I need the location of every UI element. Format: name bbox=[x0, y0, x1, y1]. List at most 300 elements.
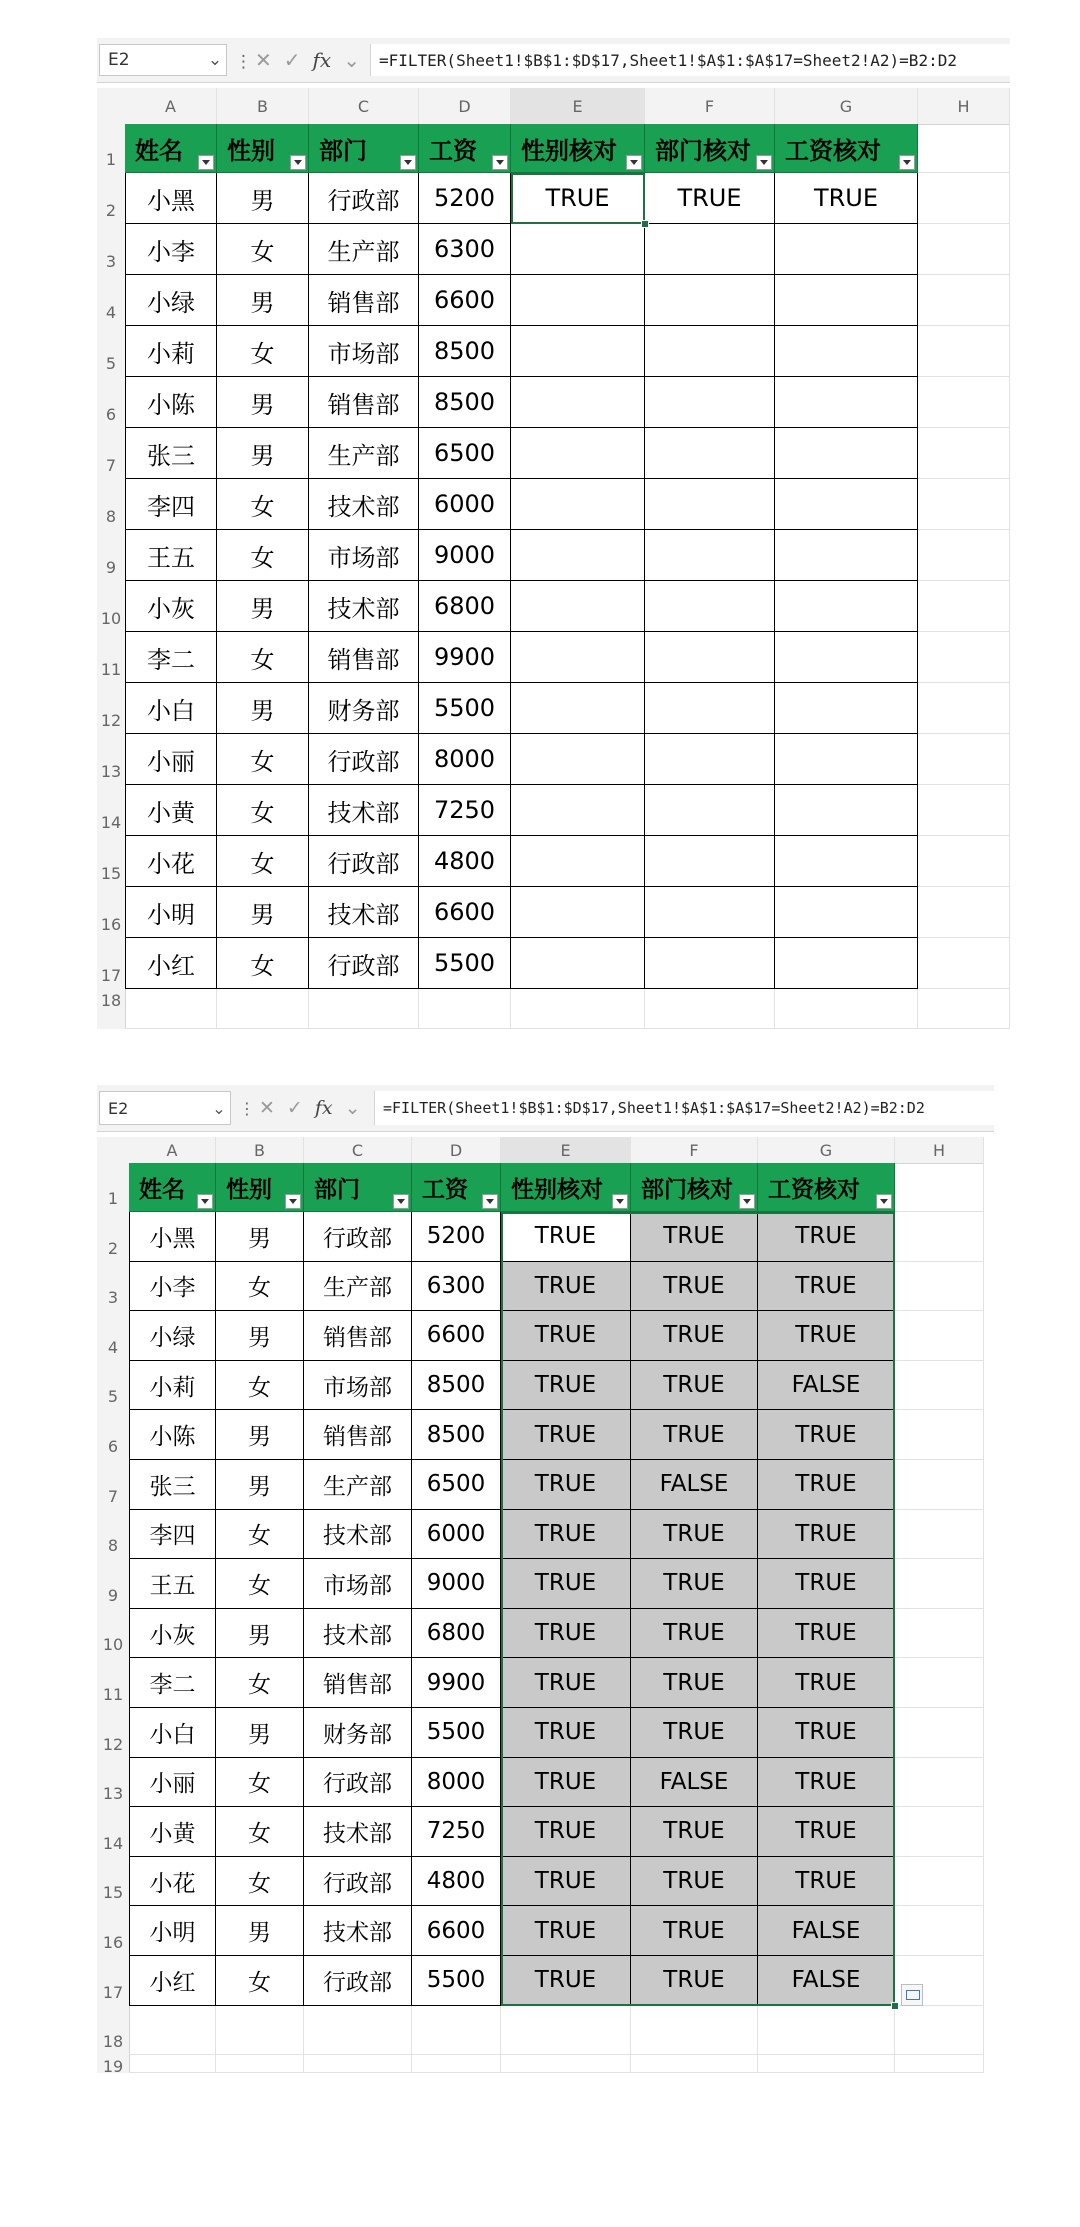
name-box[interactable] bbox=[99, 1091, 231, 1125]
data-cell[interactable]: 4800 bbox=[412, 1857, 501, 1907]
cell[interactable] bbox=[631, 2055, 758, 2073]
check-icon[interactable]: ✓ bbox=[286, 1097, 303, 1119]
check-cell[interactable]: FALSE bbox=[631, 1758, 758, 1808]
cell[interactable] bbox=[895, 1510, 984, 1560]
row-header-11[interactable]: 11 bbox=[102, 1684, 124, 1704]
check-cell[interactable] bbox=[511, 377, 645, 428]
data-cell[interactable]: 张三 bbox=[129, 1460, 216, 1510]
check-cell[interactable] bbox=[645, 428, 775, 479]
check-cell[interactable] bbox=[645, 377, 775, 428]
data-cell[interactable]: 6300 bbox=[412, 1262, 501, 1312]
cell[interactable] bbox=[918, 632, 1010, 683]
column-header-g[interactable]: G bbox=[758, 1137, 895, 1163]
data-cell[interactable]: 7250 bbox=[419, 785, 511, 836]
data-cell[interactable]: 销售部 bbox=[309, 377, 419, 428]
data-cell[interactable]: 市场部 bbox=[304, 1361, 412, 1411]
check-cell[interactable] bbox=[645, 326, 775, 377]
check-cell[interactable]: TRUE bbox=[758, 1758, 895, 1808]
data-cell[interactable]: 财务部 bbox=[309, 683, 419, 734]
row-header-6[interactable]: 6 bbox=[107, 1436, 119, 1456]
header-cell[interactable]: 姓名 bbox=[125, 124, 217, 173]
cell[interactable] bbox=[918, 836, 1010, 887]
data-cell[interactable]: 6500 bbox=[412, 1460, 501, 1510]
check-cell[interactable] bbox=[511, 734, 645, 785]
header-cell[interactable]: 部门 bbox=[304, 1163, 412, 1212]
check-cell[interactable]: TRUE bbox=[631, 1956, 758, 2006]
data-cell[interactable]: 行政部 bbox=[304, 1857, 412, 1907]
data-cell[interactable]: 生产部 bbox=[309, 224, 419, 275]
check-cell[interactable] bbox=[775, 887, 918, 938]
row-header-8[interactable]: 8 bbox=[107, 1536, 119, 1556]
check-cell[interactable] bbox=[511, 530, 645, 581]
check-cell[interactable]: TRUE bbox=[501, 1559, 631, 1609]
row-header-18[interactable]: 18 bbox=[102, 2032, 124, 2052]
data-cell[interactable]: 小黄 bbox=[129, 1807, 216, 1857]
check-cell[interactable]: TRUE bbox=[501, 1708, 631, 1758]
cell[interactable] bbox=[895, 1212, 984, 1262]
more-options-icon[interactable]: ⋮ bbox=[239, 1099, 255, 1118]
data-cell[interactable]: 小莉 bbox=[129, 1361, 216, 1411]
cell[interactable] bbox=[309, 989, 419, 1029]
data-cell[interactable]: 小陈 bbox=[129, 1410, 216, 1460]
data-cell[interactable]: 6600 bbox=[419, 275, 511, 326]
cell[interactable] bbox=[895, 1460, 984, 1510]
chevron-down-icon[interactable]: ⌄ bbox=[343, 48, 360, 72]
data-cell[interactable]: 生产部 bbox=[304, 1460, 412, 1510]
cell[interactable] bbox=[304, 2006, 412, 2056]
row-header-11[interactable]: 11 bbox=[100, 660, 122, 679]
data-cell[interactable]: 销售部 bbox=[309, 632, 419, 683]
check-cell[interactable]: TRUE bbox=[631, 1410, 758, 1460]
data-cell[interactable]: 8500 bbox=[419, 377, 511, 428]
header-cell[interactable]: 性别 bbox=[216, 1163, 304, 1212]
column-header-g[interactable]: G bbox=[775, 88, 918, 124]
filter-dropdown-icon[interactable] bbox=[756, 155, 772, 170]
row-header-12[interactable]: 12 bbox=[100, 711, 122, 730]
check-cell[interactable]: TRUE bbox=[758, 1510, 895, 1560]
cell[interactable] bbox=[511, 989, 645, 1029]
check-cell[interactable]: FALSE bbox=[758, 1956, 895, 2006]
fill-handle[interactable] bbox=[891, 2002, 899, 2010]
data-cell[interactable]: 女 bbox=[217, 632, 309, 683]
name-box[interactable] bbox=[99, 44, 227, 76]
check-cell[interactable] bbox=[775, 275, 918, 326]
data-cell[interactable]: 9900 bbox=[419, 632, 511, 683]
cell[interactable] bbox=[895, 1708, 984, 1758]
check-cell[interactable] bbox=[511, 479, 645, 530]
data-cell[interactable]: 7250 bbox=[412, 1807, 501, 1857]
check-cell[interactable] bbox=[645, 224, 775, 275]
row-header-3[interactable]: 3 bbox=[107, 1288, 119, 1308]
data-cell[interactable]: 销售部 bbox=[309, 275, 419, 326]
cell[interactable] bbox=[501, 2055, 631, 2073]
check-cell[interactable]: TRUE bbox=[501, 1361, 631, 1411]
cell[interactable] bbox=[918, 428, 1010, 479]
check-cell[interactable]: TRUE bbox=[501, 1807, 631, 1857]
data-cell[interactable]: 8500 bbox=[412, 1361, 501, 1411]
data-cell[interactable]: 6600 bbox=[412, 1906, 501, 1956]
data-cell[interactable]: 财务部 bbox=[304, 1708, 412, 1758]
data-cell[interactable]: 5200 bbox=[419, 173, 511, 224]
data-cell[interactable]: 技术部 bbox=[304, 1807, 412, 1857]
data-cell[interactable]: 9000 bbox=[412, 1559, 501, 1609]
data-cell[interactable]: 6800 bbox=[419, 581, 511, 632]
fill-handle[interactable] bbox=[641, 220, 649, 228]
data-cell[interactable]: 技术部 bbox=[309, 887, 419, 938]
row-header-16[interactable]: 16 bbox=[100, 915, 122, 934]
header-cell[interactable]: 姓名 bbox=[129, 1163, 216, 1212]
data-cell[interactable]: 行政部 bbox=[309, 173, 419, 224]
cell[interactable] bbox=[918, 479, 1010, 530]
check-cell[interactable]: TRUE bbox=[758, 1410, 895, 1460]
cell[interactable] bbox=[918, 124, 1010, 173]
data-cell[interactable]: 女 bbox=[216, 1658, 304, 1708]
row-header-4[interactable]: 4 bbox=[107, 1337, 119, 1357]
cell[interactable] bbox=[125, 989, 217, 1029]
row-header-17[interactable]: 17 bbox=[100, 966, 122, 985]
check-cell[interactable]: TRUE bbox=[631, 1510, 758, 1560]
check-cell[interactable] bbox=[645, 479, 775, 530]
check-cell[interactable]: TRUE bbox=[758, 1807, 895, 1857]
row-header-1[interactable]: 1 bbox=[107, 1189, 119, 1208]
check-cell[interactable] bbox=[645, 938, 775, 989]
header-cell[interactable]: 工资核对 bbox=[775, 124, 918, 173]
data-cell[interactable]: 女 bbox=[217, 938, 309, 989]
fx-icon[interactable]: fx bbox=[312, 48, 332, 72]
data-cell[interactable]: 女 bbox=[217, 785, 309, 836]
cell[interactable] bbox=[129, 2006, 216, 2056]
cell[interactable] bbox=[895, 1311, 984, 1361]
header-cell[interactable]: 部门 bbox=[309, 124, 419, 173]
fx-icon[interactable]: fx bbox=[314, 1097, 333, 1119]
row-header-5[interactable]: 5 bbox=[105, 354, 117, 373]
check-cell[interactable]: TRUE bbox=[631, 1708, 758, 1758]
row-header-10[interactable]: 10 bbox=[100, 609, 122, 628]
data-cell[interactable]: 8000 bbox=[412, 1758, 501, 1808]
check-cell[interactable]: TRUE bbox=[758, 1460, 895, 1510]
data-cell[interactable]: 5500 bbox=[419, 938, 511, 989]
data-cell[interactable]: 小丽 bbox=[129, 1758, 216, 1808]
data-cell[interactable]: 男 bbox=[217, 377, 309, 428]
filter-dropdown-icon[interactable] bbox=[626, 155, 642, 170]
check-cell[interactable] bbox=[645, 887, 775, 938]
cell[interactable] bbox=[895, 2055, 984, 2073]
chevron-down-icon[interactable]: ⌄ bbox=[207, 50, 223, 70]
data-cell[interactable]: 男 bbox=[217, 887, 309, 938]
data-cell[interactable]: 行政部 bbox=[304, 1956, 412, 2006]
check-cell[interactable] bbox=[511, 632, 645, 683]
check-cell[interactable] bbox=[511, 938, 645, 989]
data-cell[interactable]: 小红 bbox=[129, 1956, 216, 2006]
filter-dropdown-icon[interactable] bbox=[492, 155, 508, 170]
cell[interactable] bbox=[895, 1361, 984, 1411]
check-cell[interactable] bbox=[511, 428, 645, 479]
cell[interactable] bbox=[895, 1410, 984, 1460]
cell[interactable] bbox=[129, 2055, 216, 2073]
data-cell[interactable]: 王五 bbox=[129, 1559, 216, 1609]
row-header-7[interactable]: 7 bbox=[107, 1486, 119, 1506]
check-icon[interactable]: ✓ bbox=[283, 48, 301, 72]
check-cell[interactable]: TRUE bbox=[501, 1410, 631, 1460]
check-cell[interactable]: TRUE bbox=[758, 1857, 895, 1907]
check-cell[interactable]: TRUE bbox=[631, 1311, 758, 1361]
data-cell[interactable]: 技术部 bbox=[309, 479, 419, 530]
check-cell[interactable] bbox=[645, 683, 775, 734]
header-cell[interactable]: 工资 bbox=[412, 1163, 501, 1212]
data-cell[interactable]: 4800 bbox=[419, 836, 511, 887]
data-cell[interactable]: 生产部 bbox=[304, 1262, 412, 1312]
cell[interactable] bbox=[412, 2055, 501, 2073]
data-cell[interactable]: 小红 bbox=[125, 938, 217, 989]
check-cell[interactable]: TRUE bbox=[758, 1559, 895, 1609]
check-cell[interactable] bbox=[511, 836, 645, 887]
check-cell[interactable] bbox=[775, 224, 918, 275]
check-cell[interactable] bbox=[511, 326, 645, 377]
data-cell[interactable]: 小白 bbox=[129, 1708, 216, 1758]
data-cell[interactable]: 小明 bbox=[125, 887, 217, 938]
cell[interactable] bbox=[918, 224, 1010, 275]
chevron-down-icon[interactable]: ⌄ bbox=[344, 1097, 361, 1119]
cell[interactable] bbox=[304, 2055, 412, 2073]
cell[interactable] bbox=[895, 1658, 984, 1708]
row-header-15[interactable]: 15 bbox=[100, 864, 122, 883]
data-cell[interactable]: 6600 bbox=[419, 887, 511, 938]
header-cell[interactable]: 部门核对 bbox=[645, 124, 775, 173]
row-header-16[interactable]: 16 bbox=[102, 1932, 124, 1952]
row-header-10[interactable]: 10 bbox=[102, 1635, 124, 1655]
cell[interactable] bbox=[895, 1906, 984, 1956]
column-header-f[interactable]: F bbox=[645, 88, 775, 124]
cell[interactable] bbox=[419, 989, 511, 1029]
check-cell[interactable] bbox=[775, 530, 918, 581]
check-cell[interactable]: TRUE bbox=[631, 1906, 758, 1956]
check-cell[interactable] bbox=[645, 785, 775, 836]
data-cell[interactable]: 女 bbox=[217, 836, 309, 887]
filter-dropdown-icon[interactable] bbox=[285, 1194, 301, 1209]
check-cell[interactable]: TRUE bbox=[758, 1311, 895, 1361]
cell[interactable] bbox=[775, 989, 918, 1029]
check-cell[interactable]: TRUE bbox=[501, 1212, 631, 1262]
data-cell[interactable]: 技术部 bbox=[309, 785, 419, 836]
cell[interactable] bbox=[758, 2055, 895, 2073]
data-cell[interactable]: 女 bbox=[217, 734, 309, 785]
check-cell[interactable]: TRUE bbox=[631, 1361, 758, 1411]
data-cell[interactable]: 行政部 bbox=[309, 734, 419, 785]
cell[interactable] bbox=[918, 275, 1010, 326]
check-cell[interactable] bbox=[511, 275, 645, 326]
header-cell[interactable]: 性别 bbox=[217, 124, 309, 173]
data-cell[interactable]: 王五 bbox=[125, 530, 217, 581]
row-header-2[interactable]: 2 bbox=[107, 1238, 119, 1258]
data-cell[interactable]: 女 bbox=[217, 530, 309, 581]
row-header-13[interactable]: 13 bbox=[102, 1784, 124, 1804]
check-cell[interactable] bbox=[511, 581, 645, 632]
cell[interactable] bbox=[895, 1609, 984, 1659]
cell[interactable] bbox=[216, 2055, 304, 2073]
column-header-c[interactable]: C bbox=[304, 1137, 412, 1163]
filter-dropdown-icon[interactable] bbox=[393, 1194, 409, 1209]
data-cell[interactable]: 李二 bbox=[125, 632, 217, 683]
data-cell[interactable]: 男 bbox=[216, 1311, 304, 1361]
data-cell[interactable]: 小灰 bbox=[125, 581, 217, 632]
header-cell[interactable]: 工资核对 bbox=[758, 1163, 895, 1212]
cell[interactable] bbox=[895, 1163, 984, 1212]
check-cell[interactable] bbox=[775, 581, 918, 632]
cell[interactable] bbox=[501, 2006, 631, 2056]
data-cell[interactable]: 市场部 bbox=[309, 530, 419, 581]
row-header-8[interactable]: 8 bbox=[105, 507, 117, 526]
data-cell[interactable]: 男 bbox=[217, 683, 309, 734]
data-cell[interactable]: 女 bbox=[217, 224, 309, 275]
data-cell[interactable]: 市场部 bbox=[304, 1559, 412, 1609]
filter-dropdown-icon[interactable] bbox=[290, 155, 306, 170]
row-header-1[interactable]: 1 bbox=[105, 150, 117, 169]
header-cell[interactable]: 性别核对 bbox=[501, 1163, 631, 1212]
data-cell[interactable]: 技术部 bbox=[304, 1609, 412, 1659]
data-cell[interactable]: 8000 bbox=[419, 734, 511, 785]
cell[interactable] bbox=[918, 785, 1010, 836]
check-cell[interactable] bbox=[775, 428, 918, 479]
check-cell[interactable] bbox=[775, 836, 918, 887]
check-cell[interactable]: TRUE bbox=[501, 1262, 631, 1312]
cell[interactable] bbox=[631, 2006, 758, 2056]
more-options-icon[interactable]: ⋮ bbox=[235, 52, 252, 72]
data-cell[interactable]: 男 bbox=[217, 275, 309, 326]
data-cell[interactable]: 5500 bbox=[412, 1956, 501, 2006]
check-cell[interactable]: TRUE bbox=[631, 1807, 758, 1857]
check-cell[interactable] bbox=[645, 632, 775, 683]
data-cell[interactable]: 小李 bbox=[129, 1262, 216, 1312]
data-cell[interactable]: 生产部 bbox=[309, 428, 419, 479]
data-cell[interactable]: 技术部 bbox=[304, 1906, 412, 1956]
data-cell[interactable]: 女 bbox=[217, 479, 309, 530]
cell[interactable] bbox=[918, 734, 1010, 785]
check-cell[interactable]: FALSE bbox=[758, 1906, 895, 1956]
cell[interactable] bbox=[918, 173, 1010, 224]
check-cell[interactable]: TRUE bbox=[501, 1956, 631, 2006]
check-cell[interactable]: TRUE bbox=[631, 1212, 758, 1262]
header-cell[interactable]: 部门核对 bbox=[631, 1163, 758, 1212]
check-cell[interactable] bbox=[645, 530, 775, 581]
column-header-c[interactable]: C bbox=[309, 88, 419, 124]
filter-dropdown-icon[interactable] bbox=[482, 1194, 498, 1209]
filter-dropdown-icon[interactable] bbox=[899, 155, 915, 170]
check-cell[interactable]: TRUE bbox=[645, 173, 775, 224]
check-cell[interactable]: TRUE bbox=[511, 173, 645, 224]
row-header-15[interactable]: 15 bbox=[102, 1883, 124, 1903]
check-cell[interactable]: TRUE bbox=[501, 1658, 631, 1708]
check-cell[interactable]: FALSE bbox=[758, 1361, 895, 1411]
row-header-5[interactable]: 5 bbox=[107, 1387, 119, 1407]
data-cell[interactable]: 女 bbox=[216, 1559, 304, 1609]
data-cell[interactable]: 小黑 bbox=[125, 173, 217, 224]
data-cell[interactable]: 销售部 bbox=[304, 1410, 412, 1460]
data-cell[interactable]: 小绿 bbox=[125, 275, 217, 326]
filter-dropdown-icon[interactable] bbox=[612, 1194, 628, 1209]
cell[interactable] bbox=[895, 1262, 984, 1312]
check-cell[interactable] bbox=[511, 887, 645, 938]
cell[interactable] bbox=[918, 938, 1010, 989]
check-cell[interactable] bbox=[645, 275, 775, 326]
data-cell[interactable]: 男 bbox=[216, 1609, 304, 1659]
data-cell[interactable]: 小白 bbox=[125, 683, 217, 734]
quick-analysis-icon[interactable] bbox=[901, 1984, 923, 2006]
data-cell[interactable]: 5500 bbox=[419, 683, 511, 734]
check-cell[interactable] bbox=[775, 734, 918, 785]
formula-input[interactable]: =FILTER(Sheet1!$B$1:$D$17,Sheet1!$A$1:$A$17=Sheet2!A2)=B2:D2 bbox=[374, 1091, 994, 1125]
filter-dropdown-icon[interactable] bbox=[739, 1194, 755, 1209]
filter-dropdown-icon[interactable] bbox=[198, 155, 214, 170]
column-header-a[interactable]: A bbox=[125, 88, 217, 124]
row-header-14[interactable]: 14 bbox=[100, 813, 122, 832]
data-cell[interactable]: 小花 bbox=[129, 1857, 216, 1907]
cancel-icon[interactable]: ✕ bbox=[255, 48, 272, 72]
cell[interactable] bbox=[918, 581, 1010, 632]
cell[interactable] bbox=[645, 989, 775, 1029]
data-cell[interactable]: 6800 bbox=[412, 1609, 501, 1659]
check-cell[interactable] bbox=[645, 836, 775, 887]
row-header-13[interactable]: 13 bbox=[100, 762, 122, 781]
check-cell[interactable]: TRUE bbox=[758, 1708, 895, 1758]
check-cell[interactable]: TRUE bbox=[501, 1609, 631, 1659]
cell[interactable] bbox=[918, 326, 1010, 377]
column-header-h[interactable]: H bbox=[895, 1137, 984, 1163]
filter-dropdown-icon[interactable] bbox=[197, 1194, 213, 1209]
data-cell[interactable]: 6600 bbox=[412, 1311, 501, 1361]
data-cell[interactable]: 5500 bbox=[412, 1708, 501, 1758]
data-cell[interactable]: 女 bbox=[216, 1857, 304, 1907]
data-cell[interactable]: 小丽 bbox=[125, 734, 217, 785]
check-cell[interactable]: TRUE bbox=[631, 1609, 758, 1659]
header-cell[interactable]: 性别核对 bbox=[511, 124, 645, 173]
data-cell[interactable]: 男 bbox=[216, 1212, 304, 1262]
data-cell[interactable]: 男 bbox=[216, 1460, 304, 1510]
data-cell[interactable]: 9900 bbox=[412, 1658, 501, 1708]
data-cell[interactable]: 8500 bbox=[412, 1410, 501, 1460]
column-header-d[interactable]: D bbox=[419, 88, 511, 124]
row-header-9[interactable]: 9 bbox=[107, 1585, 119, 1605]
column-header-d[interactable]: D bbox=[412, 1137, 501, 1163]
row-header-7[interactable]: 7 bbox=[105, 456, 117, 475]
column-header-a[interactable]: A bbox=[129, 1137, 216, 1163]
check-cell[interactable] bbox=[645, 734, 775, 785]
data-cell[interactable]: 市场部 bbox=[309, 326, 419, 377]
data-cell[interactable]: 小莉 bbox=[125, 326, 217, 377]
data-cell[interactable]: 男 bbox=[217, 173, 309, 224]
data-cell[interactable]: 女 bbox=[216, 1510, 304, 1560]
check-cell[interactable]: TRUE bbox=[501, 1460, 631, 1510]
data-cell[interactable]: 小绿 bbox=[129, 1311, 216, 1361]
row-header-17[interactable]: 17 bbox=[102, 1982, 124, 2002]
formula-input[interactable]: =FILTER(Sheet1!$B$1:$D$17,Sheet1!$A$1:$A$17=Sheet2!A2)=B2:D2 bbox=[370, 44, 1010, 76]
check-cell[interactable] bbox=[511, 224, 645, 275]
data-cell[interactable]: 李二 bbox=[129, 1658, 216, 1708]
row-header-6[interactable]: 6 bbox=[105, 405, 117, 424]
data-cell[interactable]: 销售部 bbox=[304, 1658, 412, 1708]
check-cell[interactable] bbox=[775, 938, 918, 989]
data-cell[interactable]: 9000 bbox=[419, 530, 511, 581]
data-cell[interactable]: 小黄 bbox=[125, 785, 217, 836]
data-cell[interactable]: 6000 bbox=[419, 479, 511, 530]
data-cell[interactable]: 6000 bbox=[412, 1510, 501, 1560]
column-header-b[interactable]: B bbox=[216, 1137, 304, 1163]
column-header-b[interactable]: B bbox=[217, 88, 309, 124]
data-cell[interactable]: 8500 bbox=[419, 326, 511, 377]
data-cell[interactable]: 行政部 bbox=[309, 836, 419, 887]
data-cell[interactable]: 小陈 bbox=[125, 377, 217, 428]
data-cell[interactable]: 张三 bbox=[125, 428, 217, 479]
check-cell[interactable]: TRUE bbox=[758, 1262, 895, 1312]
